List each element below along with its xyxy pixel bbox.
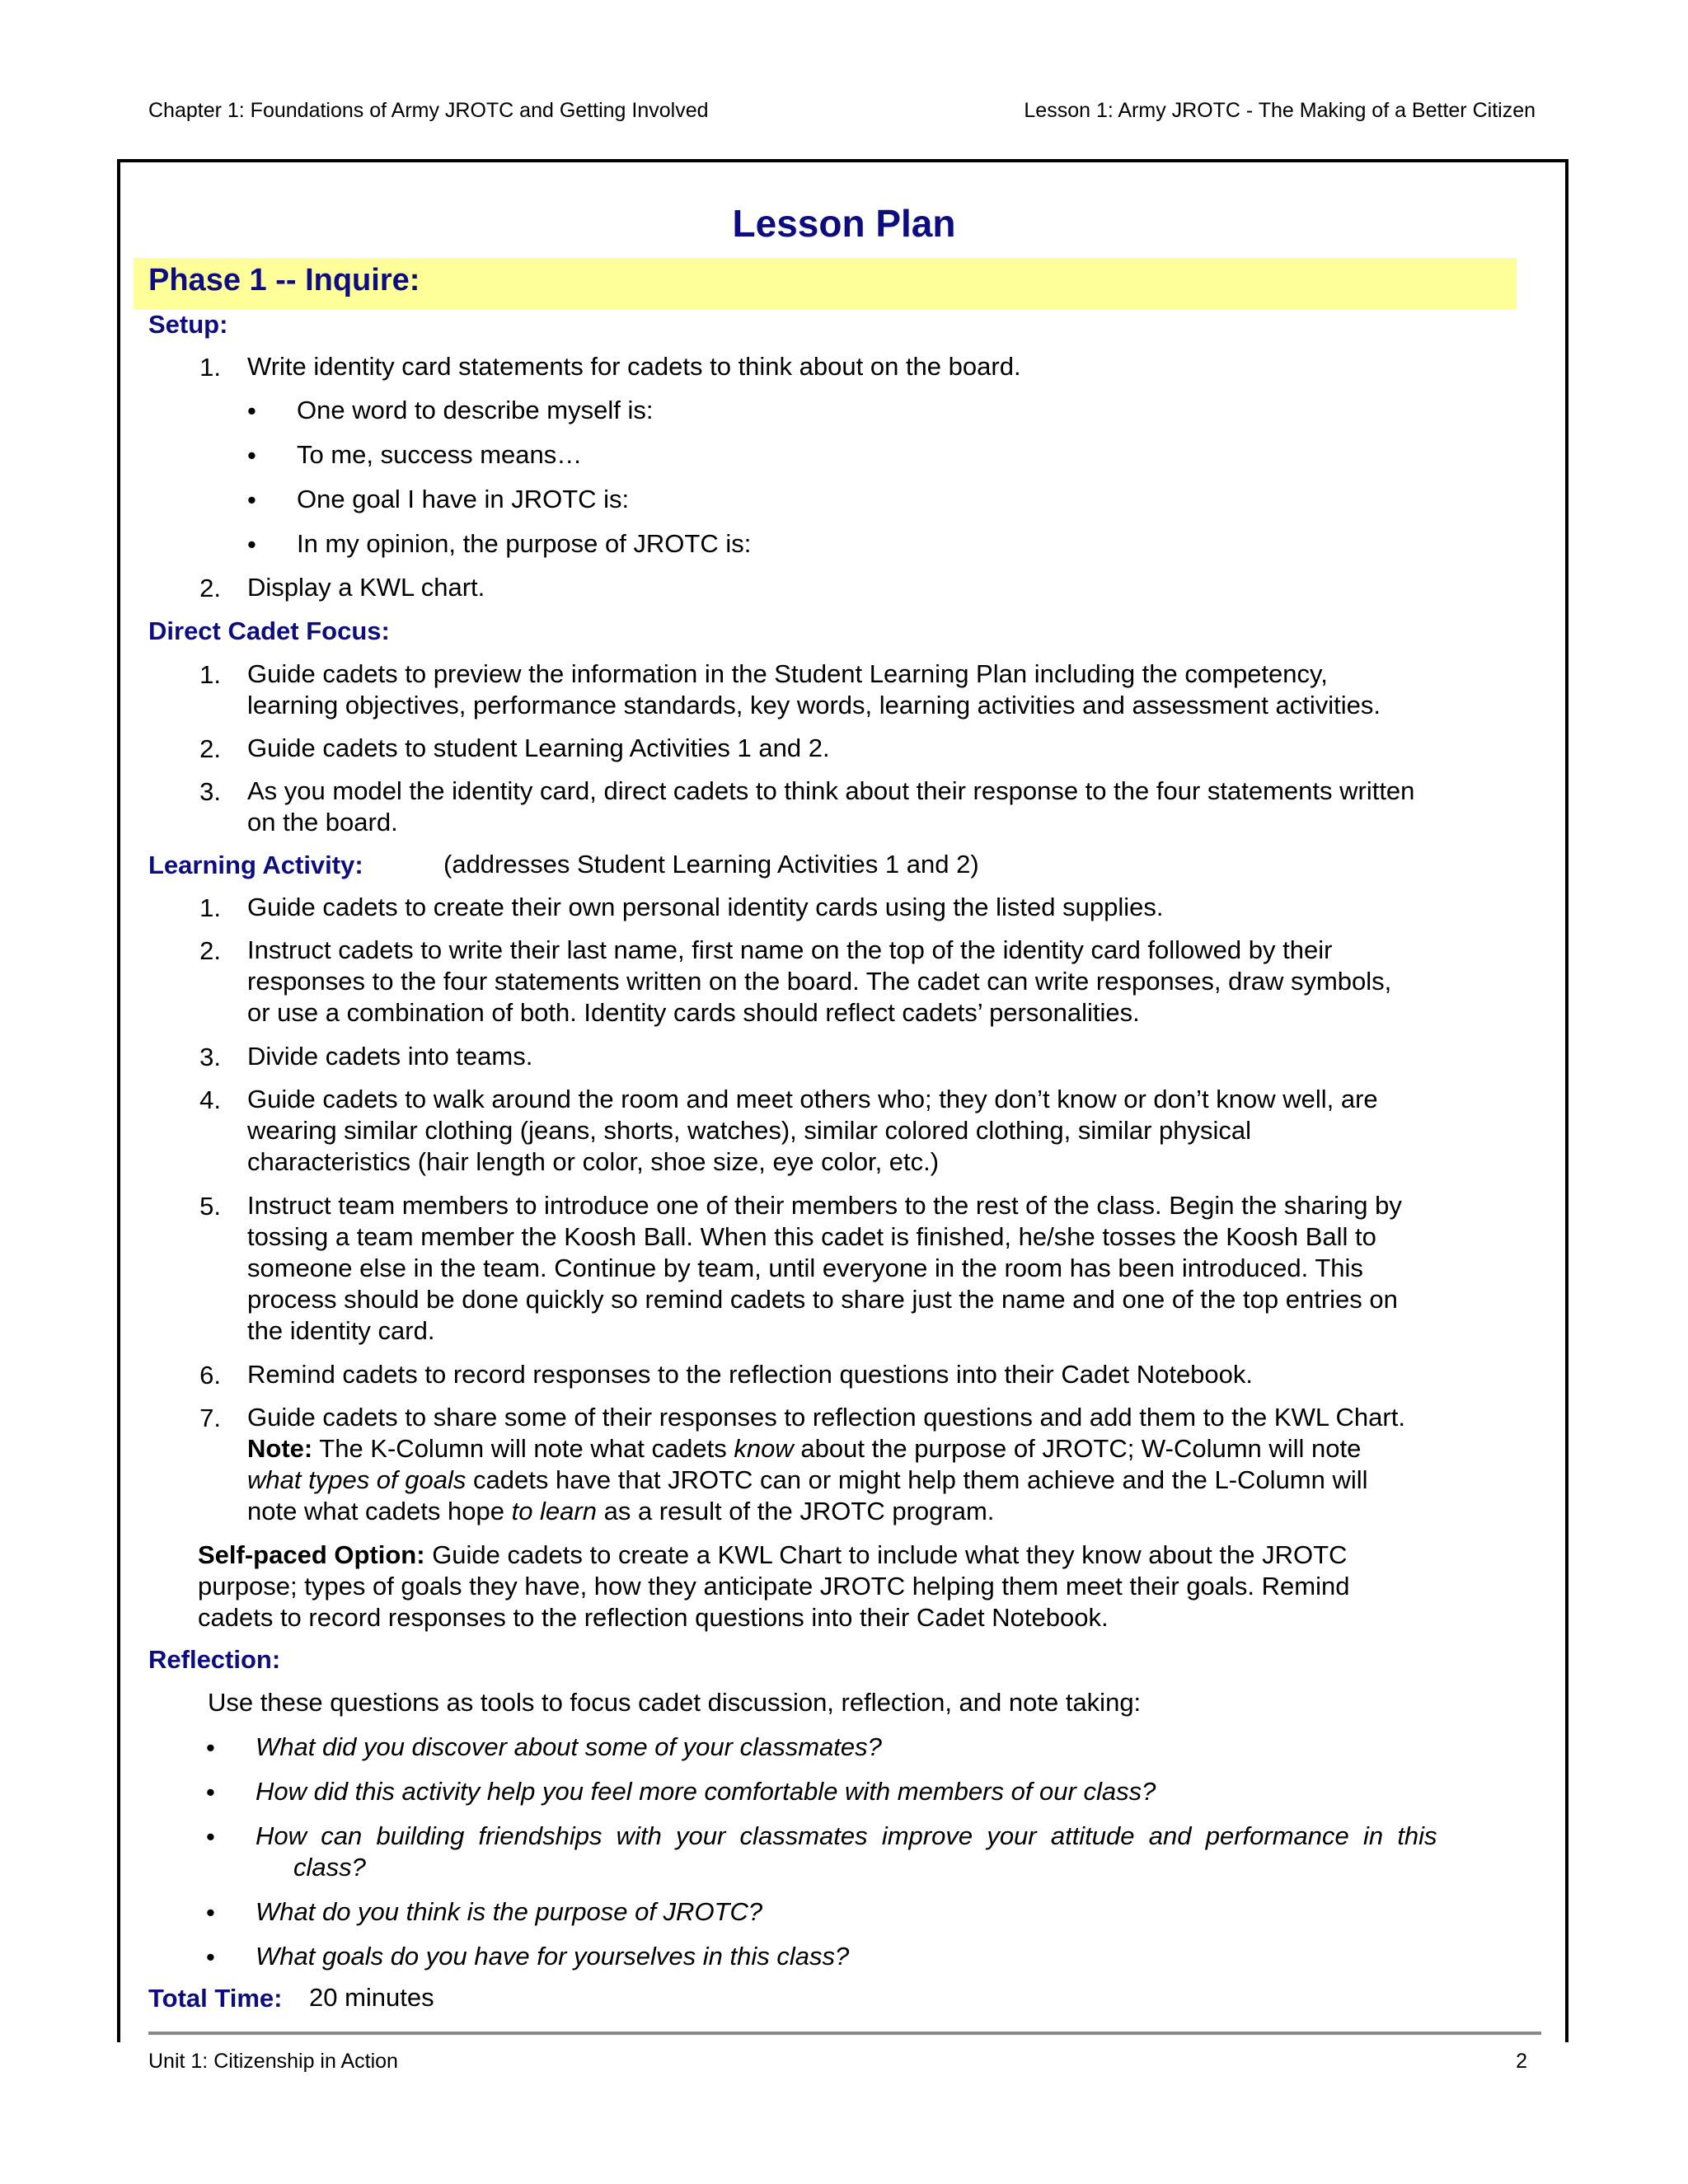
activity-item-2-line-2: responses to the four statements written on the board. The cadet can write responses, draw symbols, xyxy=(247,967,1392,996)
setup-bullet-1: One word to describe myself is: xyxy=(297,396,654,424)
setup-bullet-2: To me, success means… xyxy=(297,440,583,469)
setup-bullet-3: One goal I have in JROTC is: xyxy=(297,485,630,513)
list-number: 6. xyxy=(199,1361,221,1390)
list-number: 3. xyxy=(199,1043,221,1071)
text-run-italic: what types of goals xyxy=(247,1465,467,1494)
phase-title: Phase 1 -- Inquire: xyxy=(148,263,420,298)
total-time-label: Total Time: xyxy=(148,1984,283,2013)
reflection-question-3-line-2: class? xyxy=(293,1853,366,1882)
activity-item-7-line-3 xyxy=(247,1465,1368,1496)
reflection-question-3-line-1: How can building friendships with your classmates improve your attitude and performance in this xyxy=(256,1821,1437,1850)
activity-item-1: Guide cadets to create their own personal identity cards using the listed supplies. xyxy=(247,893,1164,921)
activity-item-4-line-1: Guide cadets to walk around the room and meet others who; they don’t know or don’t know well, are xyxy=(247,1085,1378,1113)
list-number: 2. xyxy=(199,734,221,763)
header-chapter: Chapter 1: Foundations of Army JROTC and Getting Involved xyxy=(148,99,709,122)
reflection-question-5: What goals do you have for yourselves in this class? xyxy=(256,1942,850,1971)
activity-item-5-line-4: process should be done quickly so remind cadets to share just the name and one of the top entries on xyxy=(247,1285,1398,1314)
total-time-value: 20 minutes xyxy=(309,1983,434,2012)
activity-item-6: Remind cadets to record responses to the reflection questions into their Cadet Notebook. xyxy=(247,1360,1254,1389)
list-number: 4. xyxy=(199,1085,221,1114)
activity-item-2-line-1: Instruct cadets to write their last name, first name on the top of the identity card followed by their xyxy=(247,935,1333,964)
reflection-question-2: How did this activity help you feel more comfortable with members of our class? xyxy=(256,1777,1156,1806)
activity-item-4-line-2: wearing similar clothing (jeans, shorts, watches), similar colored clothing, similar physical xyxy=(247,1116,1252,1145)
bullet: • xyxy=(247,396,256,425)
activity-item-3: Divide cadets into teams. xyxy=(247,1042,533,1071)
page-title: Lesson Plan xyxy=(732,202,956,245)
reflection-question-1: What did you discover about some of your classmates? xyxy=(256,1732,882,1761)
activity-heading: Learning Activity: xyxy=(148,851,363,879)
setup-item-1: Write identity card statements for cadets to think about on the board. xyxy=(247,352,1021,381)
list-number: 3. xyxy=(199,777,221,806)
activity-item-5-line-2: tossing a team member the Koosh Ball. When this cadet is finished, he/she tosses the Koosh Ball to xyxy=(247,1222,1376,1251)
bullet: • xyxy=(247,530,256,559)
phase-band xyxy=(134,258,1517,309)
bullet: • xyxy=(206,1822,215,1851)
reflection-question-4: What do you think is the purpose of JROTC? xyxy=(256,1897,763,1926)
activity-item-5-line-1: Instruct team members to introduce one of their members to the rest of the class. Begin the sharing by xyxy=(247,1191,1402,1220)
activity-item-7-line-4 xyxy=(247,1496,994,1527)
text-run: cadets have that JROTC can or might help them achieve and the L-Column will xyxy=(466,1465,1368,1494)
bullet: • xyxy=(247,441,256,470)
focus-item-1-line-1: Guide cadets to preview the information in the Student Learning Plan including the competency, xyxy=(247,659,1328,688)
list-number: 1. xyxy=(199,660,221,689)
list-number: 7. xyxy=(199,1404,221,1432)
activity-item-7-line-1: Guide cadets to share some of their responses to reflection questions and add them to the KWL Chart. xyxy=(247,1403,1405,1432)
reflection-heading: Reflection: xyxy=(148,1645,281,1674)
text-run: The K-Column will note what cadets xyxy=(312,1434,734,1463)
text-run-italic: to learn xyxy=(511,1497,597,1526)
focus-item-3-line-2: on the board. xyxy=(247,808,398,837)
focus-heading: Direct Cadet Focus: xyxy=(148,616,390,645)
setup-bullet-4: In my opinion, the purpose of JROTC is: xyxy=(297,529,752,558)
list-number: 1. xyxy=(199,353,221,382)
focus-item-3-line-1: As you model the identity card, direct cadets to think about their response to the four statements written xyxy=(247,776,1415,805)
header-lesson: Lesson 1: Army JROTC - The Making of a Better Citizen xyxy=(1024,99,1536,122)
bullet: • xyxy=(206,1733,215,1762)
bullet: • xyxy=(247,485,256,514)
selfpaced-line-2: purpose; types of goals they have, how they anticipate JROTC helping them meet their goals. Remind xyxy=(198,1572,1350,1601)
activity-note: (addresses Student Learning Activities 1 and 2) xyxy=(443,850,979,879)
bullet: • xyxy=(206,1778,215,1807)
selfpaced-line-1 xyxy=(198,1540,1347,1571)
reflection-intro: Use these questions as tools to focus cadet discussion, reflection, and note taking: xyxy=(208,1688,1142,1717)
footer-unit: Unit 1: Citizenship in Action xyxy=(148,2050,398,2073)
list-number: 5. xyxy=(199,1192,221,1221)
focus-item-1-line-2: learning objectives, performance standards, key words, learning activities and assessment activities. xyxy=(247,691,1381,719)
focus-item-2: Guide cadets to student Learning Activities 1 and 2. xyxy=(247,733,830,762)
activity-item-4-line-3: characteristics (hair length or color, shoe size, eye color, etc.) xyxy=(247,1147,940,1176)
bullet: • xyxy=(206,1943,215,1971)
text-run: Guide cadets to create a KWL Chart to include what they know about the JROTC xyxy=(424,1540,1348,1569)
activity-item-5-line-3: someone else in the team. Continue by team, until everyone in the room has been introduced. This xyxy=(247,1254,1363,1282)
text-run: as a result of the JROTC program. xyxy=(596,1497,995,1526)
footer-rule xyxy=(148,2032,1541,2035)
selfpaced-label: Self-paced Option: xyxy=(198,1540,425,1569)
setup-item-2: Display a KWL chart. xyxy=(247,573,485,602)
text-run: about the purpose of JROTC; W-Column will note xyxy=(793,1434,1362,1463)
page-number: 2 xyxy=(1516,2050,1527,2073)
text-run: note what cadets hope xyxy=(247,1497,512,1526)
activity-item-5-line-5: the identity card. xyxy=(247,1316,435,1345)
list-number: 2. xyxy=(199,936,221,965)
selfpaced-line-3: cadets to record responses to the reflection questions into their Cadet Notebook. xyxy=(198,1603,1109,1632)
activity-item-2-line-3: or use a combination of both. Identity cards should reflect cadets’ personalities. xyxy=(247,998,1140,1027)
activity-item-7-line-2 xyxy=(247,1433,1361,1465)
note-label: Note: xyxy=(247,1434,313,1463)
bullet: • xyxy=(206,1898,215,1927)
list-number: 1. xyxy=(199,893,221,922)
text-run-italic: know xyxy=(734,1434,794,1463)
setup-heading: Setup: xyxy=(148,310,228,339)
list-number: 2. xyxy=(199,574,221,602)
